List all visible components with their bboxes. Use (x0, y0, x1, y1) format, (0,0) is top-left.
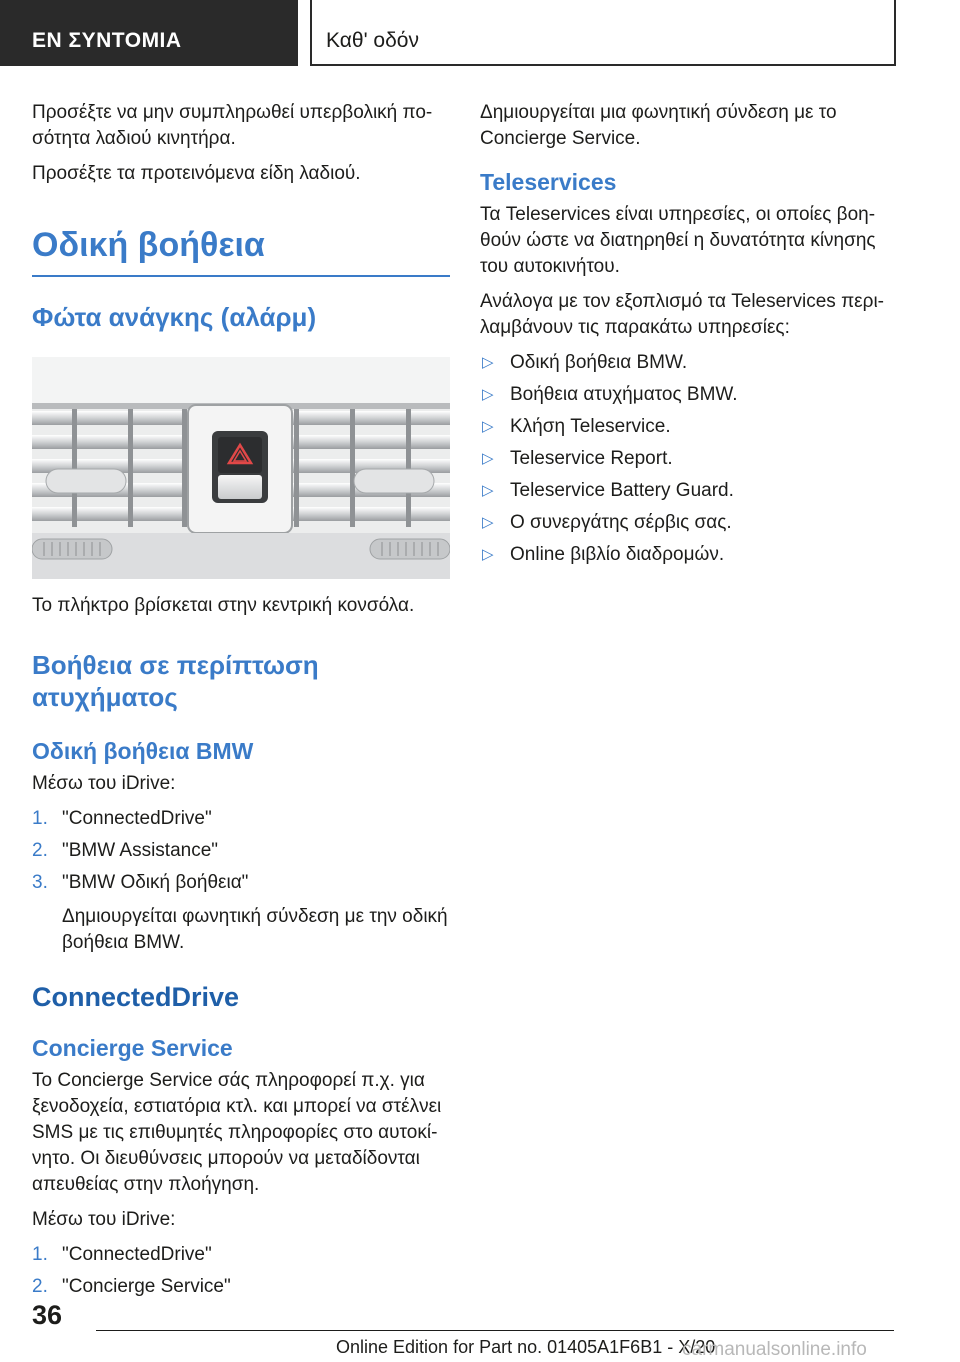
left-column (32, 100, 450, 1306)
concierge-description: Το Concierge Service σάς πληροφορεί π.χ. για ξενοδοχεία, εστιατόρια κτλ. και μπορεί να στέλνει SMS με τις επιθυμητές πληροφορίες στο αυτοκί‐νητο. Οι διευθύνσεις μπορούν να μεταδίδονται απευθείας στην πλοήγηση. (32, 1070, 442, 1195)
service-text: Teleservice Report. (510, 448, 673, 469)
connecteddrive-heading: ConnectedDrive (32, 982, 240, 1012)
intro-paragraph-2: Προσέξτε τα προτεινόμενα είδη λαδιού. (32, 163, 361, 184)
roadside-assistance-heading: Οδική βοήθεια (32, 225, 450, 277)
list-item (480, 478, 898, 504)
triangle-bullet-icon: ▷ (482, 514, 494, 531)
triangle-bullet-icon: ▷ (482, 450, 494, 467)
step-number: 3. (32, 872, 48, 893)
service-text: Βοήθεια ατυχήματος BMW. (510, 384, 738, 405)
image-caption: Το πλήκτρο βρίσκεται στην κεντρική κονσόλα. (32, 595, 415, 616)
list-item (32, 870, 450, 956)
teleservices-description: Τα Teleservices είναι υπηρεσίες, οι οποίες βοη‐θούν ώστε να διατηρηθεί η δυνατότητα κίνησης του αυτοκινήτου. (480, 204, 876, 277)
step-text: "BMW Οδική βοήθεια" (62, 872, 249, 893)
accident-assistance-heading: Βοήθεια σε περίπτωση ατυχήματος (32, 650, 319, 712)
service-text: Teleservice Battery Guard. (510, 480, 734, 501)
via-idrive-label: Μέσω του iDrive: (32, 773, 176, 794)
list-item (32, 806, 450, 832)
triangle-bullet-icon: ▷ (482, 418, 494, 435)
right-column (480, 100, 898, 574)
list-item (32, 1242, 450, 1268)
triangle-bullet-icon: ▷ (482, 546, 494, 563)
teleservices-scope: Ανάλογα με τον εξοπλισμό τα Teleservices περι‐λαμβάνουν τις παρακάτω υπηρεσίες: (480, 291, 885, 338)
step-number: 2. (32, 840, 48, 861)
intro-paragraph-1: Προσέξτε να μην συμπληρωθεί υπερβολική πο‐σότητα λαδιού κινητήρα. (32, 102, 433, 149)
list-item (32, 1274, 450, 1300)
triangle-bullet-icon: ▷ (482, 386, 494, 403)
bmw-roadside-heading: Οδική βοήθεια BMW (32, 738, 254, 764)
list-item (32, 838, 450, 864)
list-item (480, 350, 898, 376)
triangle-bullet-icon: ▷ (482, 354, 494, 371)
step-result: Δημιουργείται φωνητική σύνδεση με την οδική βοήθεια BMW. (62, 906, 448, 953)
step-number: 1. (32, 1244, 48, 1265)
service-text: Ο συνεργάτης σέρβις σας. (510, 512, 732, 533)
service-text: Οδική βοήθεια BMW. (510, 352, 688, 373)
page-header (0, 0, 960, 66)
service-text: Κλήση Teleservice. (510, 416, 671, 437)
hazard-lights-heading: Φώτα ανάγκης (αλάρμ) (32, 302, 317, 332)
hazard-button-image (32, 357, 450, 579)
footer-divider (96, 1330, 894, 1331)
via-idrive-label: Μέσω του iDrive: (32, 1209, 176, 1230)
triangle-bullet-icon: ▷ (482, 482, 494, 499)
edition-info: Online Edition for Part no. 01405A1F6B1 - X/20 (336, 1337, 716, 1357)
roadside-steps-list (32, 806, 450, 956)
list-item (480, 446, 898, 472)
center-console-illustration (32, 357, 450, 579)
service-text: Online βιβλίο διαδρομών. (510, 544, 725, 565)
step-number: 2. (32, 1276, 48, 1297)
section-tab[interactable]: ΕΝ ΣΥΝΤΟΜΙΑ (0, 0, 298, 66)
step-text: "Concierge Service" (62, 1276, 231, 1297)
step-text: "BMW Assistance" (62, 840, 219, 861)
chapter-tab[interactable]: Καθ' οδόν (310, 0, 896, 66)
step-text: "ConnectedDrive" (62, 808, 212, 829)
voice-connection-text: Δημιουργείται μια φωνητική σύνδεση με το Concierge Service. (480, 102, 837, 149)
concierge-steps-list (32, 1242, 450, 1300)
concierge-service-heading: Concierge Service (32, 1035, 233, 1061)
teleservices-list (480, 350, 898, 568)
list-item (480, 382, 898, 408)
step-text: "ConnectedDrive" (62, 1244, 212, 1265)
watermark: carmanualsonline.info (682, 1339, 867, 1360)
list-item (480, 542, 898, 568)
page-number: 36 (32, 1300, 63, 1330)
teleservices-heading: Teleservices (480, 169, 617, 195)
list-item (480, 510, 898, 536)
step-number: 1. (32, 808, 48, 829)
list-item (480, 414, 898, 440)
